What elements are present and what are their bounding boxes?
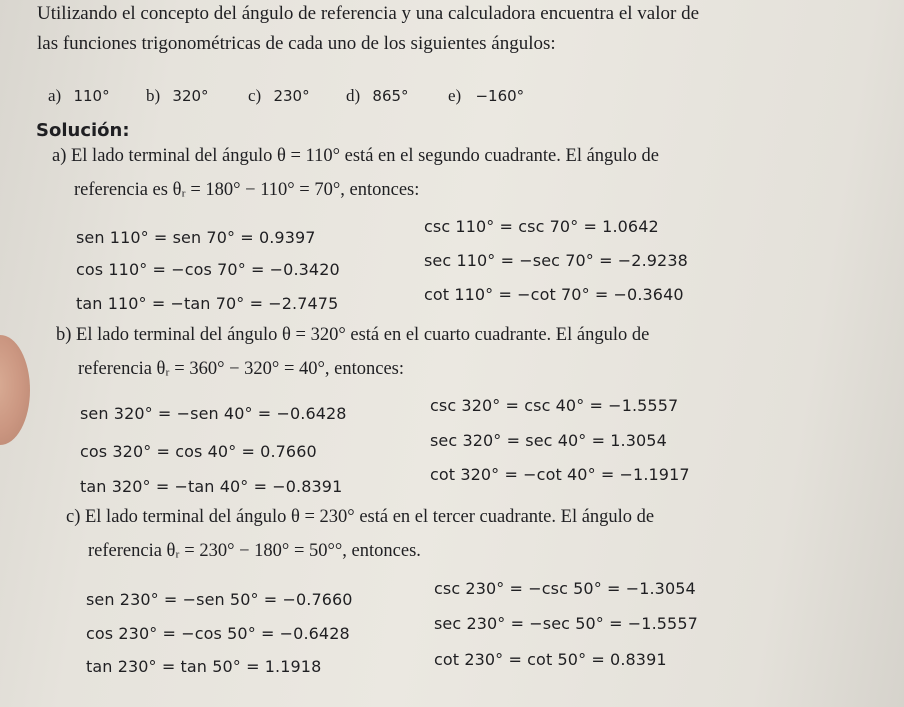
part-c-line-1: c) El lado terminal del ángulo θ = 230° está en el tercer cuadrante. El ángulo de bbox=[66, 507, 655, 527]
exercise-angle: 865° bbox=[372, 87, 409, 105]
part-b-line-1: b) El lado terminal del ángulo θ = 320° está en el cuarto cuadrante. El ángulo de bbox=[56, 325, 650, 345]
exercise-label: e) bbox=[448, 86, 462, 105]
part-a-right-3: cot 110° = −cot 70° = −0.3640 bbox=[424, 285, 684, 304]
part-a-line-2: referencia es θᵣ = 180° − 110° = 70°, entonces: bbox=[74, 180, 420, 200]
part-a-right-1: csc 110° = csc 70° = 1.0642 bbox=[424, 217, 659, 236]
finger-shadow bbox=[0, 335, 30, 445]
part-c-right-3: cot 230° = cot 50° = 0.8391 bbox=[434, 650, 667, 669]
exercise-e bbox=[448, 86, 524, 106]
part-c-left-3: tan 230° = tan 50° = 1.1918 bbox=[86, 657, 322, 676]
exercise-b bbox=[146, 86, 209, 106]
part-c-right-2: sec 230° = −sec 50° = −1.5557 bbox=[434, 614, 698, 633]
exercise-label: c) bbox=[248, 86, 262, 105]
solution-heading: Solución: bbox=[36, 120, 130, 141]
part-b-right-2: sec 320° = sec 40° = 1.3054 bbox=[430, 431, 667, 450]
exercise-label: d) bbox=[346, 86, 361, 105]
part-c-left-2: cos 230° = −cos 50° = −0.6428 bbox=[86, 624, 350, 643]
intro-line-2: las funciones trigonométricas de cada uno de los siguientes ángulos: bbox=[37, 33, 556, 54]
part-c-right-1: csc 230° = −csc 50° = −1.3054 bbox=[434, 579, 696, 598]
part-a-line-1: a) El lado terminal del ángulo θ = 110° está en el segundo cuadrante. El ángulo de bbox=[52, 146, 660, 166]
exercise-angle: −160° bbox=[475, 87, 525, 105]
part-a-left-2: cos 110° = −cos 70° = −0.3420 bbox=[76, 260, 340, 279]
exercise-d bbox=[346, 86, 409, 106]
exercise-angle: 110° bbox=[73, 87, 110, 105]
part-b-left-2: cos 320° = cos 40° = 0.7660 bbox=[80, 442, 317, 461]
part-c-line-2: referencia θᵣ = 230° − 180° = 50°°, entonces. bbox=[88, 541, 421, 561]
part-b-line-2: referencia θᵣ = 360° − 320° = 40°, entonces: bbox=[78, 359, 405, 379]
exercise-label: b) bbox=[146, 86, 161, 105]
part-b-left-3: tan 320° = −tan 40° = −0.8391 bbox=[80, 477, 343, 496]
exercise-c bbox=[248, 86, 310, 106]
exercise-a bbox=[48, 86, 110, 106]
exercise-angle: 320° bbox=[172, 87, 209, 105]
part-a-left-3: tan 110° = −tan 70° = −2.7475 bbox=[76, 294, 339, 313]
part-a-left-1: sen 110° = sen 70° = 0.9397 bbox=[76, 228, 316, 247]
part-b-right-1: csc 320° = csc 40° = −1.5557 bbox=[430, 396, 679, 415]
exercise-label: a) bbox=[48, 86, 62, 105]
part-b-right-3: cot 320° = −cot 40° = −1.1917 bbox=[430, 465, 690, 484]
part-a-right-2: sec 110° = −sec 70° = −2.9238 bbox=[424, 251, 688, 270]
part-c-left-1: sen 230° = −sen 50° = −0.7660 bbox=[86, 590, 353, 609]
intro-line-1: Utilizando el concepto del ángulo de referencia y una calculadora encuentra el valor de bbox=[37, 3, 700, 24]
part-b-left-1: sen 320° = −sen 40° = −0.6428 bbox=[80, 404, 347, 423]
exercise-angle: 230° bbox=[273, 87, 310, 105]
